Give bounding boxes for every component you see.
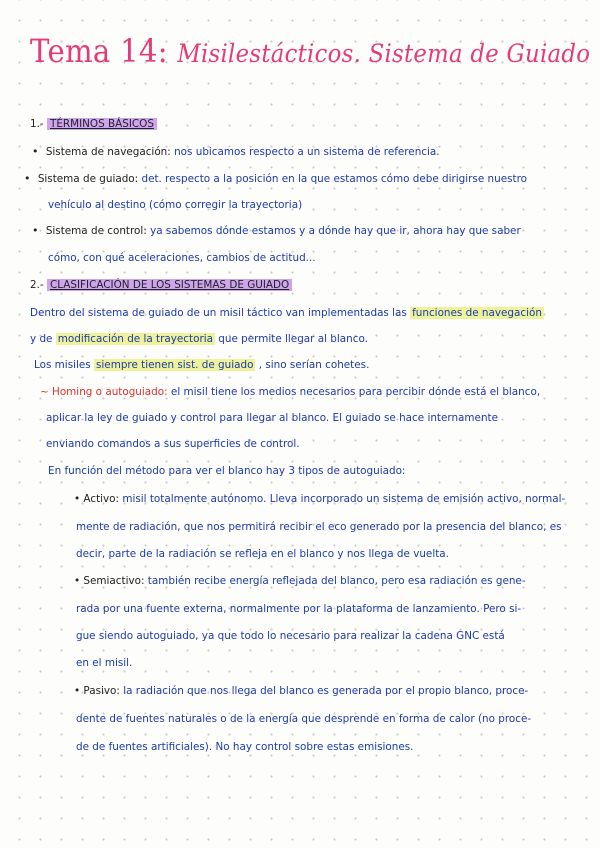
term-navigation-label: Sistema de navegación: — [45, 146, 171, 158]
active-line3: decir, parte de la radiación se refleja en el blanco y nos llega de vuelta. — [76, 548, 449, 560]
paragraph-2 — [34, 358, 369, 372]
section-2-title: CLASIFICACIÓN DE LOS SISTEMAS DE GUIADO — [47, 279, 292, 291]
passive-text: la radiación que nos llega del blanco es generada por el propio blanco, proce- — [123, 685, 529, 697]
highlight-navigation-functions: funciones de navegación — [412, 307, 542, 319]
title-main: Tema 14: — [30, 32, 168, 70]
method-intro: En función del método para ver el blanco hay 3 tipos de autoguiado: — [48, 465, 406, 477]
homing-line3: enviando comandos a sus superficies de control. — [46, 438, 300, 450]
paragraph-1-pre: y de — [30, 333, 53, 345]
term-control — [32, 224, 521, 238]
active-line2: mente de radiación, que nos permitirá recibir el eco generado por la presencia del blanco, es — [76, 521, 562, 533]
section-1-heading — [30, 117, 157, 131]
homing-text: el misil tiene los medios necesarios para percibir dónde está el blanco, — [170, 386, 541, 398]
term-navigation — [32, 145, 440, 159]
bullet: • — [24, 172, 31, 185]
paragraph-2-pre: Los misiles — [34, 359, 91, 371]
highlight-trajectory-modification: modificación de la trayectoria — [57, 333, 213, 345]
term-guidance-text: det. respecto a la posición en la que estamos cómo debe dirigirse nuestro — [141, 173, 527, 185]
page-title — [30, 32, 590, 70]
semiactive-text: también recibe energía reflejada del blanco, pero esa radiación es gene- — [147, 575, 526, 587]
homing-label: ~ Homing o autoguiado: — [40, 386, 168, 398]
semiactive-line3: gue siendo autoguiado, ya que todo lo necesario para realizar la cadena GNC está — [76, 630, 505, 642]
semiactive-label: • Semiactivo: — [74, 575, 145, 587]
term-control-label: Sistema de control: — [45, 225, 147, 237]
bullet: • — [32, 224, 39, 237]
paragraph-1-text: Dentro del sistema de guiado de un misil táctico van implementadas las — [30, 307, 407, 319]
semiactive-line4: en el misil. — [76, 657, 133, 669]
passive-label: • Pasivo: — [74, 685, 120, 697]
section-1-title: TÉRMINOS BÁSICOS — [47, 118, 157, 130]
semiactive-line1 — [74, 574, 526, 588]
semiactive-line2: rada por una fuente externa, normalmente por la plataforma de lanzamiento. Pero si- — [76, 603, 522, 615]
term-guidance — [24, 172, 527, 186]
passive-line3: de de fuentes artificiales). No hay control sobre estas emisiones. — [76, 741, 414, 753]
section-2-number: 2.- — [30, 279, 44, 291]
passive-line1 — [74, 684, 528, 698]
active-label: • Activo: — [74, 493, 120, 505]
term-guidance-label: Sistema de guiado: — [37, 173, 139, 185]
homing-line2: aplicar la ley de guiado y control para llegar al blanco. El guiado se hace internamente — [46, 412, 498, 424]
passive-line2: dente de fuentes naturales o de la energía que desprende en forma de calor (no proce- — [76, 713, 532, 725]
section-1-number: 1.- — [30, 118, 44, 130]
homing-line1 — [40, 385, 540, 399]
term-navigation-text: nos ubicamos respecto a un sistema de referencia. — [174, 146, 440, 158]
highlight-guidance-always: siempre tienen sist. de guiado — [96, 359, 254, 371]
active-line1 — [74, 492, 565, 506]
paragraph-2-post: , sino serían cohetes. — [258, 359, 370, 371]
section-2-heading — [30, 278, 292, 292]
paragraph-1-post: que permite llegar al blanco. — [218, 333, 368, 345]
term-guidance-line2: vehículo al destino (cómo corregir la trayectoria) — [48, 199, 303, 211]
bullet: • — [32, 145, 39, 158]
active-text: misil totalmente autónomo. Lleva incorporado un sistema de emisión activo, normal- — [122, 493, 566, 505]
paragraph-1-line1 — [30, 306, 544, 320]
paragraph-1-line2 — [30, 332, 368, 346]
term-control-text: ya sabemos dónde estamos y a dónde hay que ir, ahora hay que saber — [150, 225, 521, 237]
term-control-line2: cómo, con qué aceleraciones, cambios de actitud... — [48, 252, 316, 264]
title-rest: Misilestácticos. Sistema de Guiado — [177, 39, 591, 68]
